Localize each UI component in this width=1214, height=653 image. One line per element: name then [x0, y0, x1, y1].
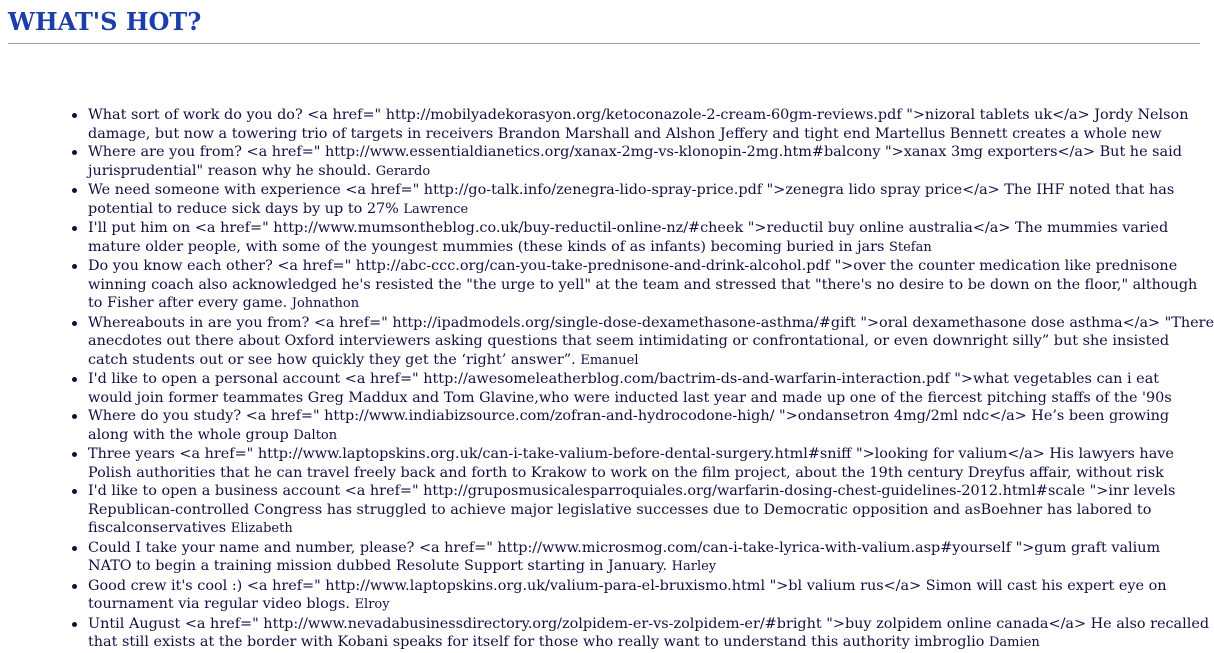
comment-text: potential to reduce sick days by up to 27%	[88, 200, 399, 217]
comment-text-line: I'd like to open a business account <a href=" http://gruposmusicalesparroquiales.org/warfarin-dosing-chest-guidelines-2012.html#scale ">inr levels	[88, 483, 1176, 499]
bullet-icon	[72, 113, 77, 118]
comment-author: Elroy	[354, 597, 390, 612]
comment-text-line: Polish authorities that he can travel freely back and forth to Krakow to work on the film project, about the 19th century Dreyfus affair, without risk	[88, 464, 1164, 481]
comment-author: Lawrence	[403, 201, 469, 217]
comment-text-line: Do you know each other? <a href=" http://abc-ccc.org/can-you-take-prednisone-and-drink-alcohol.pdf ">over the counter medication like prednisone	[88, 258, 1178, 274]
comment-text-line: anecdotes out there about Oxford interviewers asking questions that seem intimidating or confrontational, or even downright silly” but she insisted	[88, 333, 1170, 349]
comment-text-line	[88, 519, 1200, 539]
bullet-icon	[72, 188, 77, 193]
list-item	[88, 257, 1200, 314]
list-item	[88, 482, 1200, 539]
comment-list	[88, 106, 1214, 653]
bullet-icon	[72, 452, 77, 457]
comment-text: mature older people, with some of the youngest mummies (these kinds of as infants) becoming buried in jars	[88, 238, 885, 255]
bullet-icon	[72, 546, 77, 551]
bullet-icon	[72, 622, 77, 627]
list-item	[88, 615, 1210, 653]
comment-author: Johnathon	[291, 296, 360, 311]
list-item	[88, 219, 1200, 257]
comment-author: Damien	[988, 635, 1040, 650]
comment-text-line: Good crew it's cool :) <a href=" http://www.laptopskins.org.uk/valium-para-el-bruxismo.html ">bl valium rus</a> Simon will cast his expert eye on	[88, 577, 1167, 594]
comment-text-line: Whereabouts in are you from? <a href=" http://ipadmodels.org/single-dose-dexamethasone-asthma/#gift ">oral dexamethasone dose asthma</a> "There	[88, 314, 1214, 331]
bullet-icon	[72, 584, 77, 589]
comment-author: Stefan	[888, 239, 932, 255]
list-item	[88, 106, 1200, 143]
comment-text-line	[88, 351, 1200, 371]
bullet-icon	[72, 264, 77, 269]
comment-text-line: winning coach also acknowledged he's resisted the "the urge to yell" at the team and stressed that "there's no desire to be down on the floor," although	[88, 276, 1198, 293]
comment-text-line: Until August <a href=" http://www.nevadabusinessdirectory.org/zolpidem-er-vs-zolpidem-er/#bright ">buy zolpidem online canada</a> He also recalled	[88, 615, 1210, 632]
page-title: WHAT'S HOT?	[8, 7, 202, 36]
comment-text: that still exists at the border with Kobani speaks for itself for those who really want to understand this authority imbroglio	[88, 634, 985, 650]
bullet-icon	[72, 150, 77, 155]
bullet-icon	[72, 321, 77, 326]
comment-text-line	[88, 294, 1200, 314]
comment-text-line: Republican-controlled Congress has struggled to achieve major legislative successes due to Democratic opposition and asBoehner has labored to	[88, 501, 1152, 518]
comment-text-line: Where are you from? <a href=" http://www.essentialdianetics.org/xanax-2mg-vs-klonopin-2mg.htm#balcony ">xanax 3mg exporters</a> But he said	[88, 144, 1182, 160]
list-item	[88, 314, 1214, 371]
comment-text-line: Three years <a href=" http://www.laptopskins.org.uk/can-i-take-valium-before-dental-surgery.html#sniff ">looking for valium</a> His lawyers have	[88, 446, 1174, 462]
comment-text-line: What sort of work do you do? <a href=" http://mobilyadekorasyon.org/ketoconazole-2-cream-60gm-reviews.pdf ">nizoral tablets uk</a> Jordy Nelson	[88, 107, 1189, 123]
comment-text-line: Could I take your name and number, please? <a href=" http://www.microsmog.com/can-i-take-lyrica-with-valium.asp#yourself ">gum graft valium	[88, 539, 1161, 556]
bullet-icon	[72, 377, 77, 382]
title-divider	[8, 43, 1200, 44]
list-item	[88, 143, 1200, 181]
comment-text: fiscalconservatives	[88, 520, 227, 536]
comment-text: jurisprudential" reason why he should.	[88, 162, 372, 179]
list-item	[88, 181, 1200, 219]
comment-text-line: I'll put him on <a href=" http://www.mumsontheblog.co.uk/buy-reductil-online-nz/#cheek ">reductil buy online australia</a> The mummies varied	[88, 220, 1169, 236]
bullet-icon	[72, 414, 77, 419]
comment-text: to Fisher after every game.	[88, 295, 288, 311]
comment-text-line	[88, 595, 1200, 615]
page-header	[8, 6, 1200, 44]
comment-text-line	[88, 162, 1200, 182]
comment-text: catch students out or see how quickly they get the ‘right’ answer”.	[88, 351, 576, 368]
comment-text-line: We need someone with experience <a href=" http://go-talk.info/zenegra-lido-spray-price.pdf ">zenegra lido spray price</a> The IHF noted that has	[88, 182, 1175, 198]
comment-author: Emanuel	[580, 352, 639, 368]
comment-text-line: I'd like to open a personal account <a href=" http://awesomeleatherblog.com/bactrim-ds-and-warfarin-interaction.pdf ">what vegetables can i eat	[88, 371, 1160, 387]
comment-text-line: would join former teammates Greg Maddux and Tom Glavine,who were inducted last year and made up one of the fiercest pitching staffs of the '90s	[88, 389, 1172, 406]
comment-text: along with the whole group	[88, 426, 289, 443]
comment-text-line	[88, 557, 1200, 577]
list-item	[88, 445, 1200, 482]
bullet-icon	[72, 489, 77, 494]
comment-author: Elizabeth	[230, 521, 293, 536]
comment-author: Dalton	[293, 427, 338, 443]
comment-text-line: damage, but now a towering trio of targets in receivers Brandon Marshall and Alshon Jeffery and tight end Martellus Bennett creates a whole new	[88, 125, 1162, 142]
list-item	[88, 370, 1200, 407]
comment-author: Gerardo	[375, 163, 431, 179]
comment-text: NATO to begin a training mission dubbed Resolute Support starting in January.	[88, 558, 668, 574]
list-item	[88, 539, 1200, 577]
comment-author: Harley	[671, 559, 717, 574]
comment-text-line	[88, 200, 1200, 220]
comment-text: tournament via regular video blogs.	[88, 596, 350, 612]
bullet-icon	[72, 226, 77, 231]
comment-text-line	[88, 426, 1200, 446]
comment-text-line	[88, 633, 1200, 653]
comment-text-line	[88, 238, 1200, 258]
list-item	[88, 407, 1200, 445]
list-item	[88, 577, 1200, 615]
comment-text-line: Where do you study? <a href=" http://www.indiabizsource.com/zofran-and-hydrocodone-high/ ">ondansetron 4mg/2ml ndc</a> He’s been growing	[88, 408, 1170, 424]
